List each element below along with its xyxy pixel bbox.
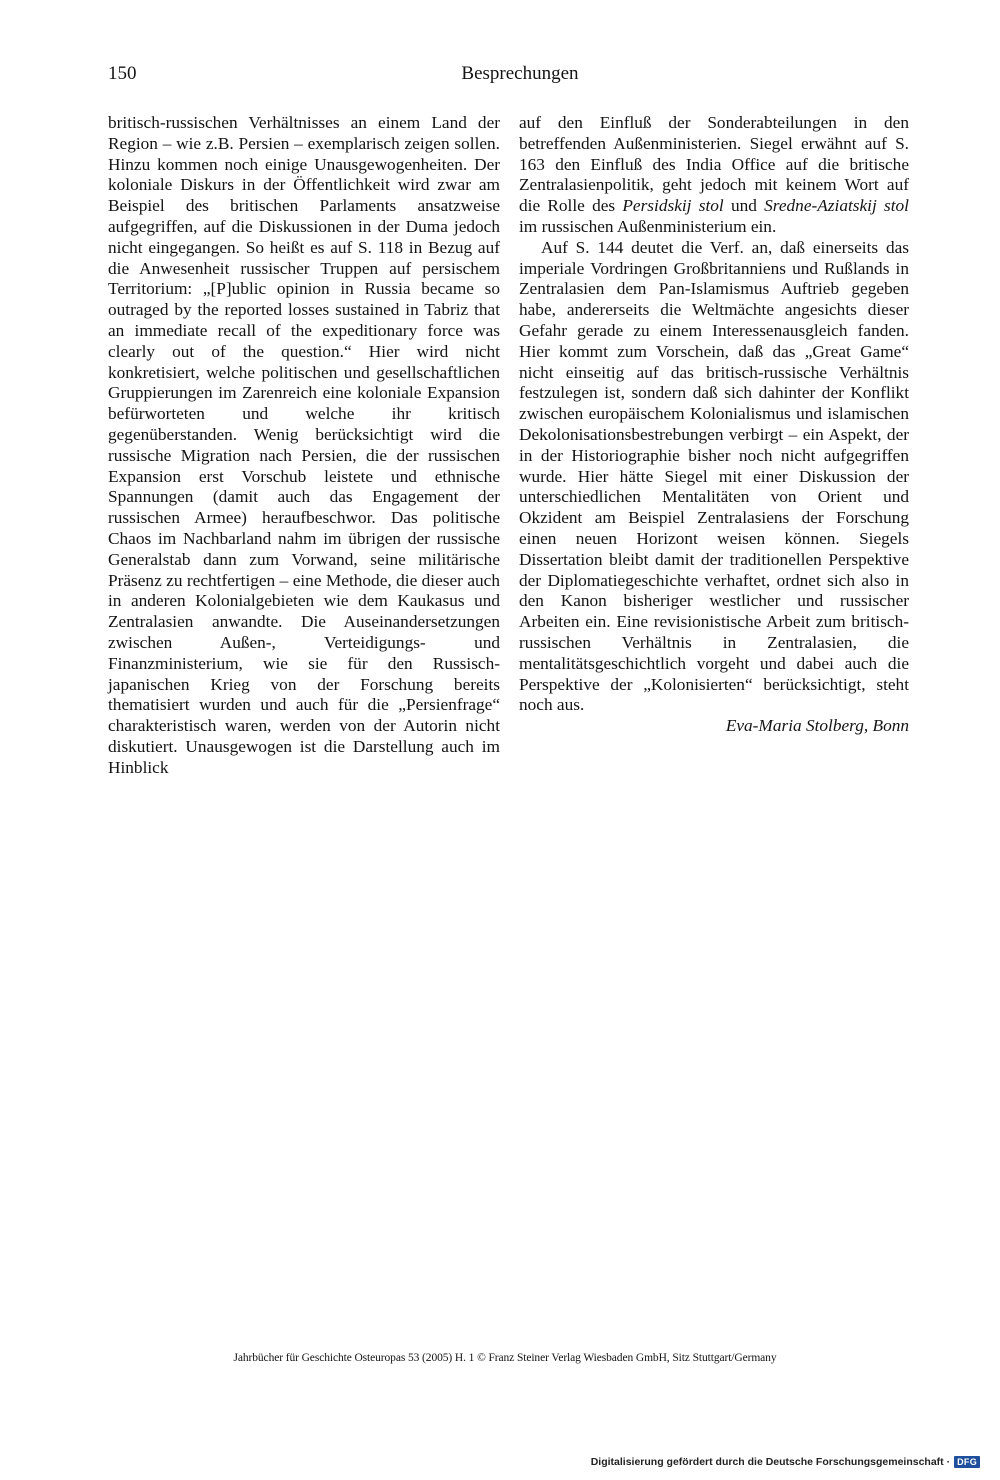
italic-term: Sredne-Aziatskij stol [764,196,909,216]
right-column [519,113,909,737]
paragraph [519,113,909,238]
digitization-notice [591,1456,980,1468]
running-head: Besprechungen [461,63,579,84]
paragraph: Auf S. 144 deutet die Verf. an, daß einerseits das imperiale Vordringen Großbritanniens und Rußlands in Zentralasien dem Pan-Islamismus Auftrieb gegeben habe, andererseits die Weltmächte angesichts dieser Gefahr gerade zu einem Interessenausgleich fanden. Hier kommt zum Vorschein, daß das „Great Game“ nicht einseitig auf das britisch-russische Verhältnis festzulegen ist, sondern daß sich dahinter der Konflikt zwischen europäischem Kolonialismus und islamischen Dekolonisationsbestrebungen verbirgt – ein Aspekt, der in der Historiographie bisher noch nicht aufgegriffen wurde. Hier hätte Siegel mit einer Diskussion der unterschiedlichen Mentalitäten von Orient und Okzident am Beispiel Zentralasiens der Forschung einen neuen Horizont weisen können. Siegels Dissertation bleibt damit der traditionellen Perspektive der Diplomatiegeschichte verhaftet, ordnet sich also in den Kanon bisheriger westlicher und russischer Arbeiten ein. Eine revisionistische Arbeit zum britisch-russischen Verhältnis in Zentralasien, die mentalitätsgeschichtlich vorgeht und dabei auch die Perspektive der „Kolonisierten“ berücksichtigt, steht noch aus. [519,237,909,715]
text-run: auf den Einfluß der Sonderabteilungen in den betreffenden Außenministerien. Siegel erwähnt auf S. 163 den Einfluß des India Office auf die britische Zentralasienpolitik, geht jedoch mit keinem Wort auf die Rolle des [519,113,909,216]
left-column [108,113,500,779]
author-signature: Eva-Maria Stolberg, Bonn [725,716,909,736]
journal-footer: Jahrbücher für Geschichte Osteuropas 53 (2005) H. 1 © Franz Steiner Verlag Wiesbaden GmbH, Sitz Stuttgart/Germany [233,1352,777,1364]
dfg-logo: DFG [954,1456,980,1468]
page-number: 150 [108,63,137,84]
italic-term: Persidskij stol [622,196,724,216]
text-run: im russischen Außenministerium ein. [519,216,777,236]
paragraph: britisch-russischen Verhältnisses an einem Land der Region – wie z.B. Persien – exemplarisch zeigen sollen. Hinzu kommen noch einige Unausgewogenheiten. Der koloniale Diskurs in der Öffentlichkeit wird zwar am Beispiel des britischen Parlaments ansatzweise aufgegriffen, auf die Diskussionen in der Duma jedoch nicht eingegangen. So heißt es auf S. 118 in Bezug auf die Anwesenheit russischer Truppen auf persischem Territorium: „[P]ublic opinion in Russia became so outraged by the reported losses sustained in Tabriz that an immediate recall of the expeditionary force was clearly out of the question.“ Hier wird nicht konkretisiert, welche politischen und gesellschaftlichen Gruppierungen im Zarenreich eine koloniale Expansion befürworteten und welche ihr kritisch gegenüberstanden. Wenig berücksichtigt wird die russische Migration nach Persien, die der russischen Expansion erst Vorschub leistete und ethnische Spannungen (damit auch das Engagement der russischen Armee) heraufbeschwor. Das politische Chaos im Nachbarland nahm im übrigen der russische Generalstab dann zum Vorwand, seine militärische Präsenz zu rechtfertigen – eine Methode, die dieser auch in anderen Kolonialgebieten wie dem Kaukasus und Zentralasien anwandte. Die Auseinandersetzungen zwischen Außen-, Verteidigungs- und Finanzministerium, wie sie für den Russisch-japanischen Krieg von der Forschung bereits thematisiert wurden und auch für die „Persienfrage“ charakteristisch waren, werden von der Autorin nicht diskutiert. Unausgewogen ist die Darstellung auch im Hinblick [108,113,500,777]
text-run: und [723,196,765,216]
digitization-text: Digitalisierung gefördert durch die Deutsche Forschungsgemeinschaft · [590,1456,951,1468]
